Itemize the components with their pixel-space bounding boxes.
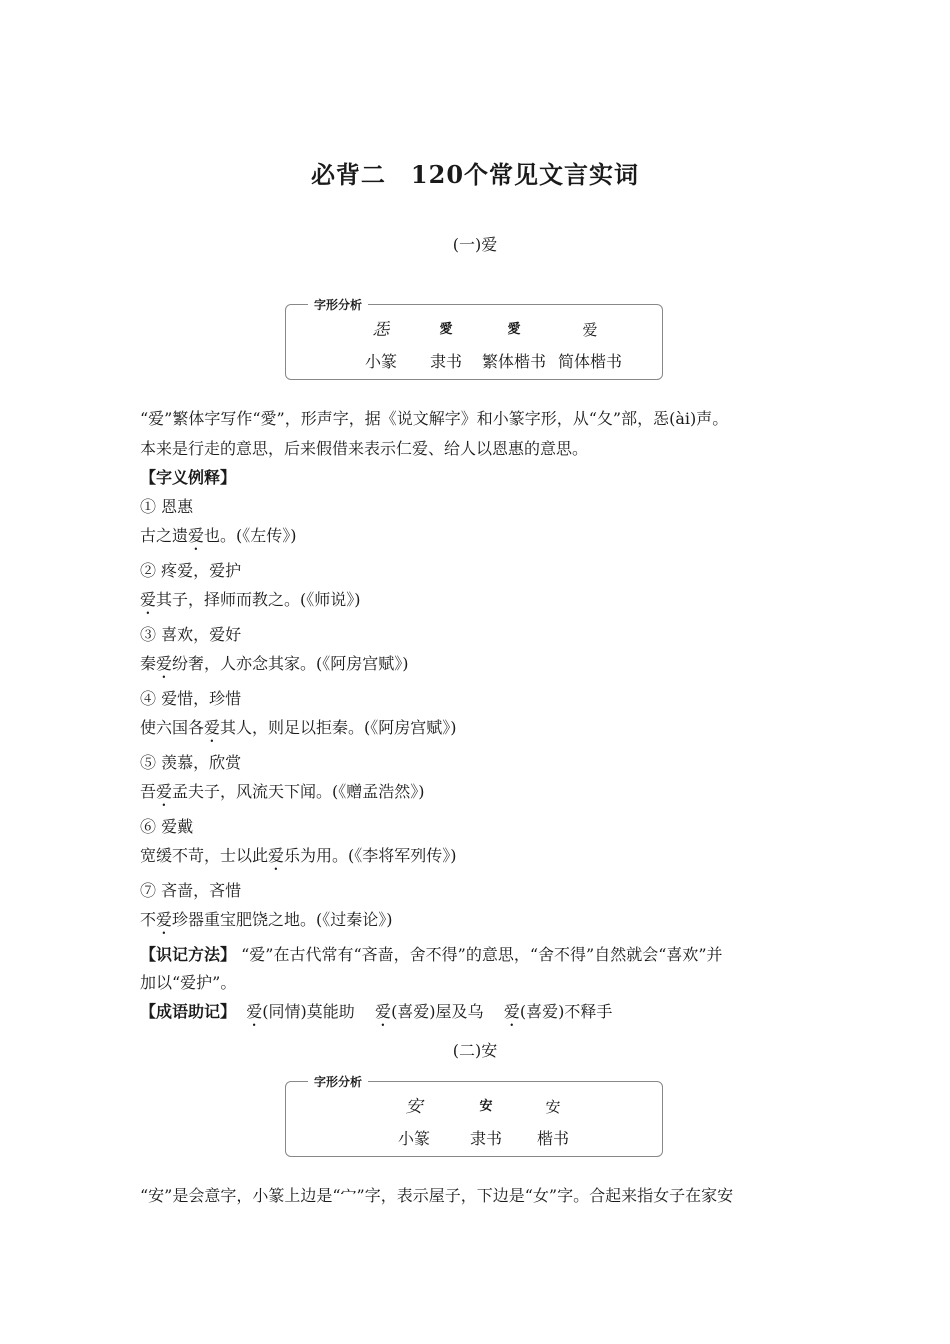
glyph-char: 愛 — [439, 322, 453, 337]
keyword: 爱 — [156, 782, 173, 801]
meaning-sense: ⑥ 爱戴 — [140, 817, 194, 836]
section-heading-ai: (一)爱 — [452, 235, 498, 254]
glyph-char: 安 — [479, 1099, 493, 1114]
keyword: 爱 — [246, 1002, 263, 1021]
meaning-example: 不爱珍器重宝肥饶之地。(《过秦论》) — [140, 910, 393, 929]
glyph-box-label: 字形分析 — [308, 296, 368, 313]
glyph-name: 繁体楷书 — [481, 352, 546, 371]
meaning-example: 秦爱纷奢，人亦念其家。(《阿房宫赋》) — [140, 654, 409, 673]
meaning-example: 宽缓不苛，士以此爱乐为用。(《李将军列传》) — [140, 846, 457, 865]
glyph-char: 安 — [545, 1098, 561, 1116]
memo-line: 加以“爱护”。 — [140, 973, 237, 992]
glyph-name: 隶书 — [469, 1129, 502, 1148]
glyph-name: 隶书 — [429, 352, 462, 371]
meaning-example: 使六国各爱其人，则足以拒秦。(《阿房宫赋》) — [140, 718, 457, 737]
keyword: 爱 — [156, 910, 173, 929]
glyph-name: 简体楷书 — [557, 352, 622, 371]
glyph-analysis-box-ai — [285, 298, 663, 380]
meaning-example: 爱其子，择师而教之。(《师说》) — [140, 590, 361, 609]
keyword: 爱 — [503, 1002, 520, 1021]
glyph-box-label: 字形分析 — [308, 1073, 368, 1090]
glyph-seal — [374, 1096, 454, 1149]
meaning-sense: ② 疼爱，爱护 — [140, 561, 242, 580]
keyword: 爱 — [268, 846, 285, 865]
glyph-char: 爱 — [582, 321, 598, 339]
glyph-name: 楷书 — [536, 1129, 569, 1148]
glyph-name: 小篆 — [364, 352, 397, 371]
intro-paragraph-line: 本来是行走的意思，后来假借来表示仁爱、给人以恩惠的意思。 — [140, 439, 589, 458]
intro-paragraph-line: “爱”繁体字写作“愛”，形声字，据《说文解字》和小篆字形，从“夂”部，㤅(ài)声。 — [140, 409, 729, 428]
idiom-line: 【成语助记】 爱(同情)莫能助 爱(喜爱)屋及乌 爱(喜爱)不释手 — [140, 1002, 613, 1021]
glyph-char: 愛 — [507, 322, 521, 337]
meaning-sense: ③ 喜欢，爱好 — [140, 625, 242, 644]
glyph-simplified — [550, 319, 630, 372]
meaning-sense: ④ 爱惜，珍惜 — [140, 689, 242, 708]
glyph-char: 㤅 — [372, 320, 390, 340]
glyph-name: 小篆 — [397, 1129, 430, 1148]
memo-line: 【识记方法】 “爱”在古代常有“吝啬，舍不得”的意思，“舍不得”自然就会“喜欢”并 — [140, 945, 723, 964]
keyword: 爱 — [375, 1002, 392, 1021]
meanings-label: 【字义例释】 — [140, 468, 237, 487]
meaning-example: 古之遗爱也。(《左传》) — [140, 526, 297, 545]
intro-paragraph-line: “安”是会意字，小篆上边是“宀”字，表示屋子，下边是“女”字。合起来指女子在家安 — [140, 1186, 734, 1205]
memo-label: 【识记方法】 — [140, 945, 237, 964]
glyph-standard — [513, 1096, 593, 1149]
meaning-sense: ⑦ 吝啬，吝惜 — [140, 881, 242, 900]
keyword: 爱 — [140, 590, 157, 609]
page-title: 必背二 120个常见文言实词 — [310, 160, 640, 189]
keyword: 爱 — [156, 654, 173, 673]
section-heading-an: (二)安 — [452, 1041, 498, 1060]
glyph-traditional — [474, 319, 554, 372]
meaning-sense: ⑤ 羡慕，欣赏 — [140, 753, 242, 772]
glyph-char: 安 — [405, 1097, 423, 1117]
keyword: 爱 — [204, 718, 221, 737]
meaning-sense: ① 恩惠 — [140, 497, 194, 516]
meaning-example: 吾爱孟夫子，风流天下闻。(《赠孟浩然》) — [140, 782, 425, 801]
keyword: 爱 — [188, 526, 205, 545]
glyph-analysis-box-an — [285, 1075, 663, 1157]
idiom-label: 【成语助记】 — [140, 1002, 237, 1021]
